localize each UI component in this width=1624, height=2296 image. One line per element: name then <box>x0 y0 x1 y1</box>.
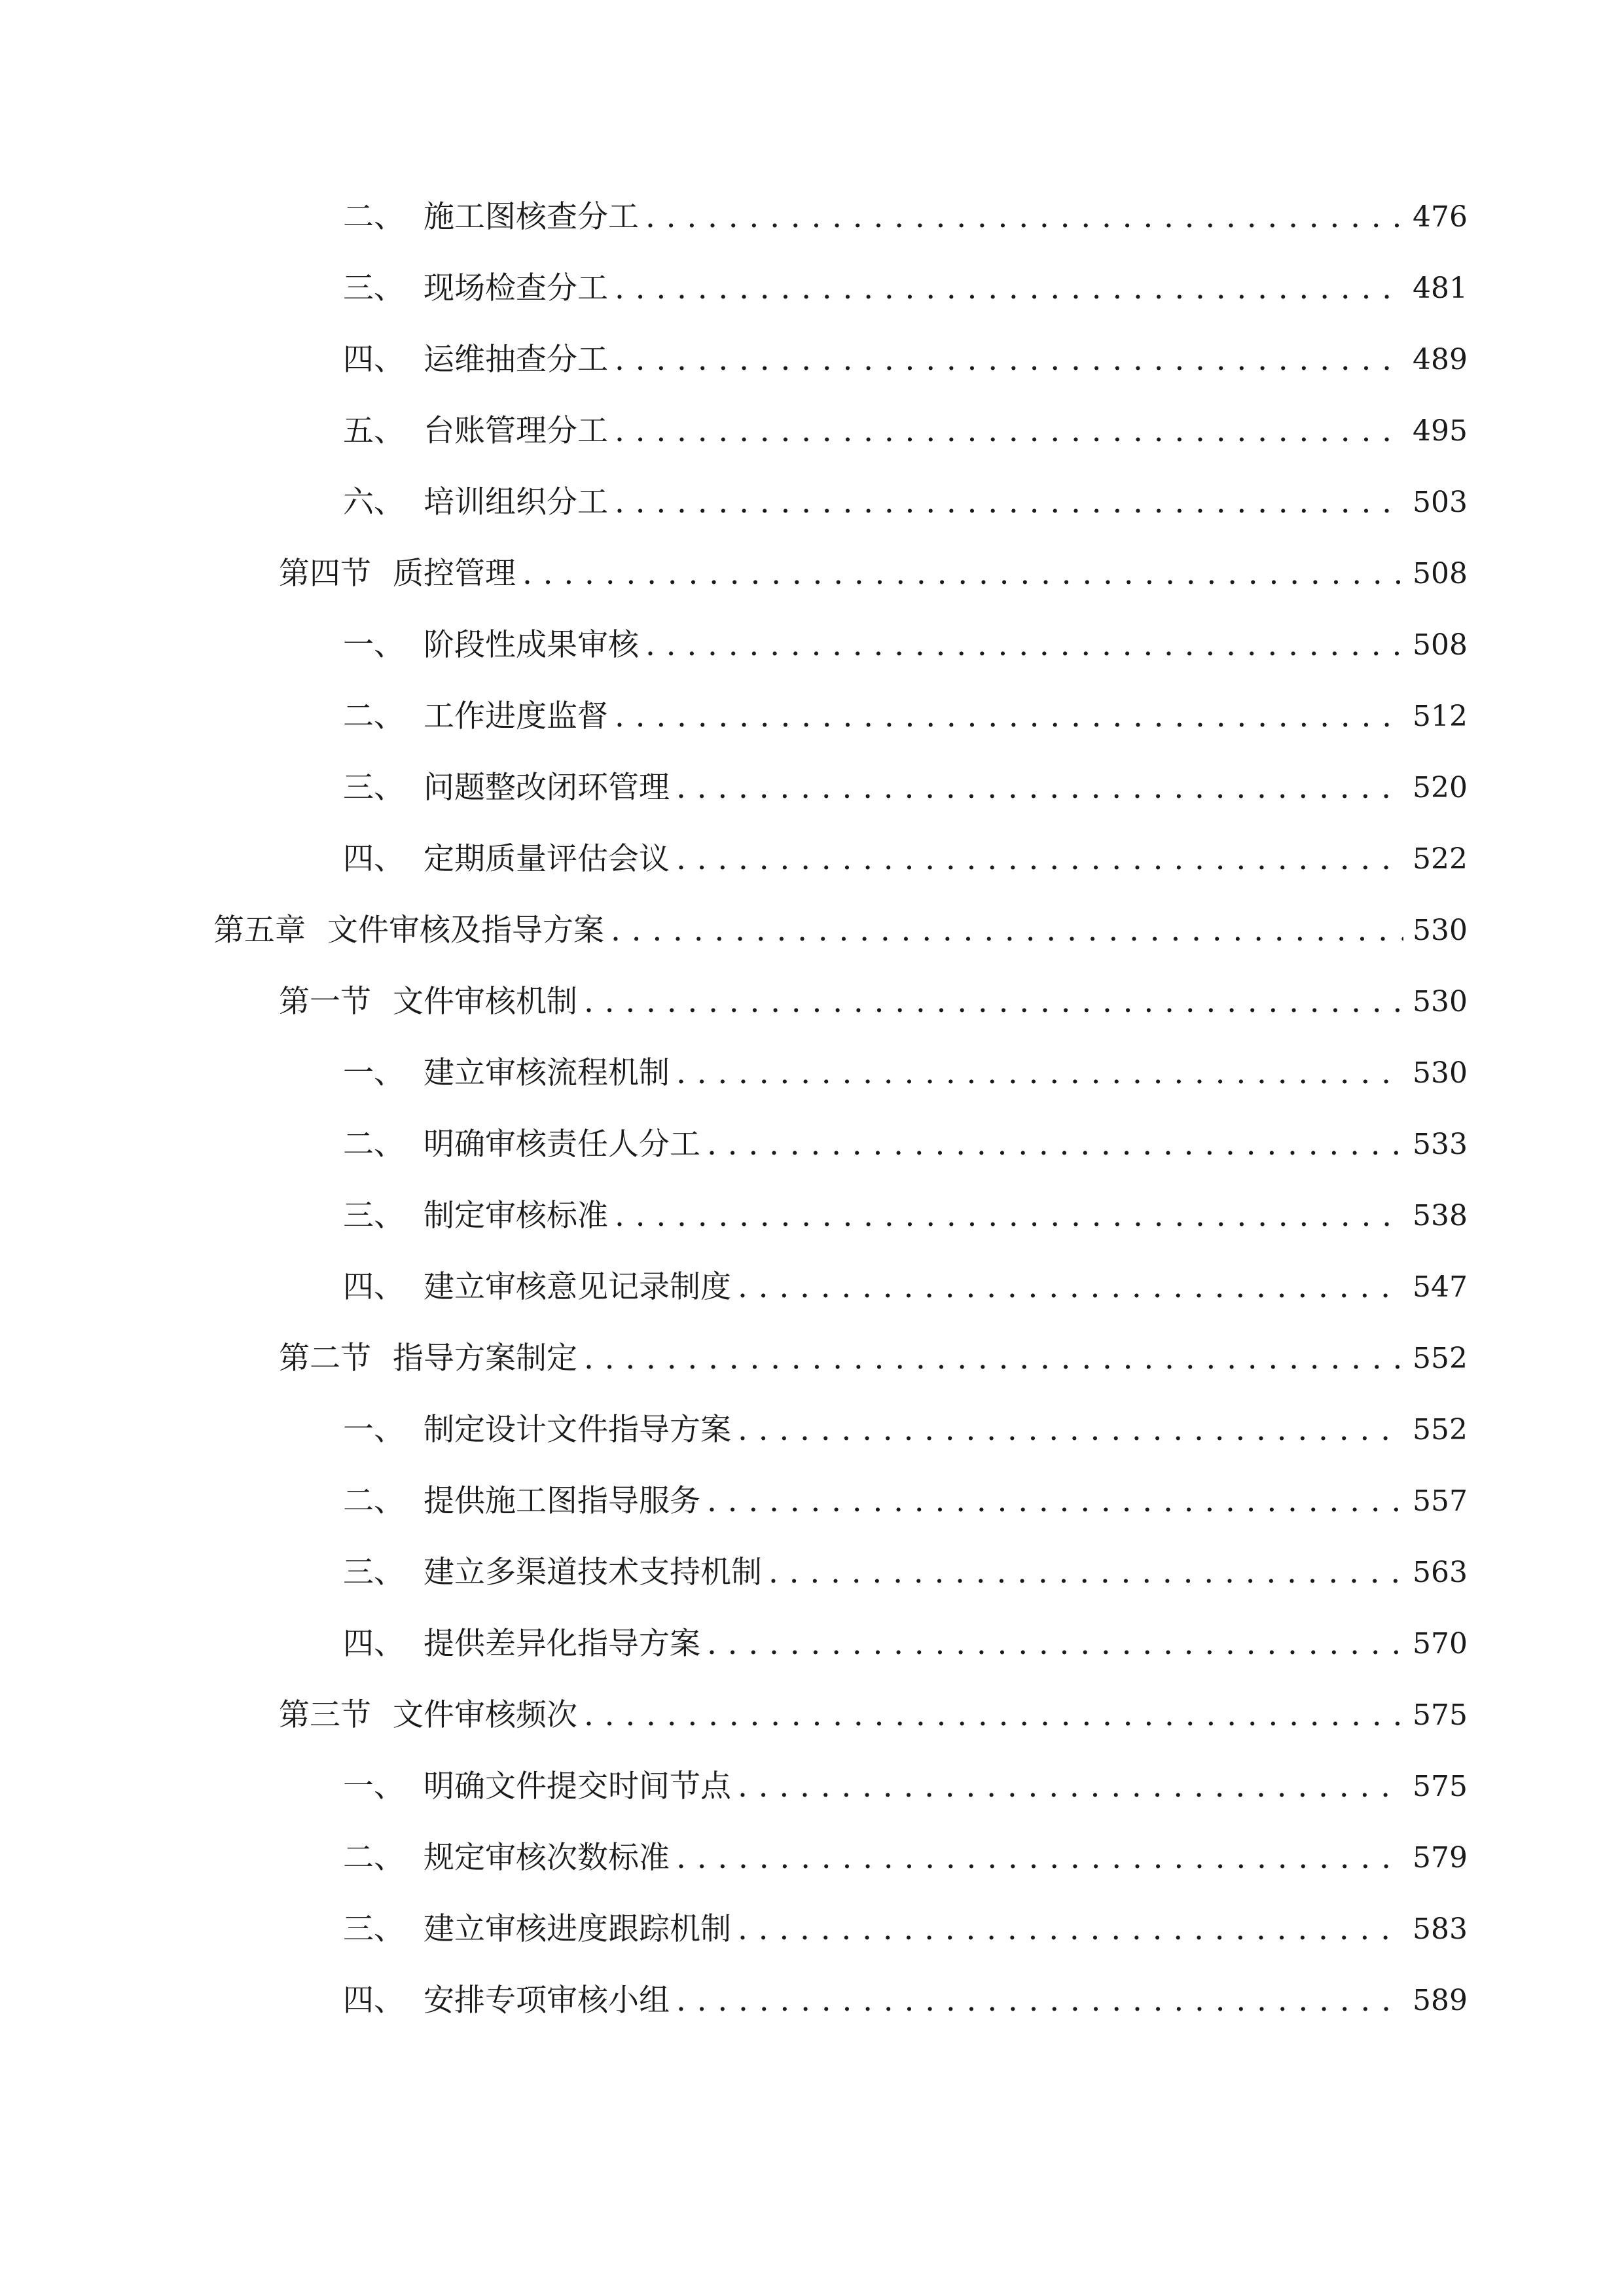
toc-entry-page-number: 552 <box>1413 1342 1468 1375</box>
dot-leader <box>676 1047 1403 1100</box>
toc-entry-title: 提供施工图指导服务 <box>424 1483 700 1519</box>
toc-entry-title: 建立审核流程机制 <box>424 1055 670 1091</box>
dot-leader <box>738 1761 1403 1813</box>
toc-entry-number: 一、 <box>343 1412 405 1448</box>
toc-entry-page-number: 557 <box>1413 1484 1468 1518</box>
toc-entry[interactable] <box>343 1547 1468 1599</box>
dot-leader <box>611 905 1403 957</box>
toc-section-entry[interactable] <box>279 548 1468 600</box>
toc-entry-number: 一、 <box>343 627 405 663</box>
toc-entry-page-number: 512 <box>1413 700 1468 733</box>
toc-entry-number: 一、 <box>343 1768 405 1804</box>
toc-entry[interactable] <box>343 833 1468 886</box>
toc-entry-page-number: 520 <box>1413 771 1468 804</box>
toc-entry-page-number: 552 <box>1413 1413 1468 1446</box>
toc-entry-page-number: 570 <box>1413 1627 1468 1660</box>
dot-leader <box>738 1261 1403 1314</box>
toc-entry-number: 第五章 <box>213 912 306 948</box>
toc-entry-page-number: 489 <box>1413 343 1468 376</box>
toc-entry-page-number: 476 <box>1413 200 1468 234</box>
toc-entry-title: 制定设计文件指导方案 <box>424 1412 731 1448</box>
toc-entry-title: 建立审核进度跟踪机制 <box>424 1911 731 1947</box>
toc-entry[interactable] <box>343 1190 1468 1242</box>
toc-entry-number: 一、 <box>343 1055 405 1091</box>
toc-entry-page-number: 583 <box>1413 1912 1468 1946</box>
toc-entry-number: 四、 <box>343 841 405 877</box>
toc-entry-title: 安排专项审核小组 <box>424 1982 670 2018</box>
toc-entry-title: 培训组织分工 <box>424 484 608 520</box>
toc-entry-number: 三、 <box>343 770 405 806</box>
toc-entry-title: 定期质量评估会议 <box>424 841 670 877</box>
toc-entry[interactable] <box>343 762 1468 814</box>
dot-leader <box>584 976 1403 1028</box>
dot-leader <box>584 1333 1403 1385</box>
toc-entry-number: 二、 <box>343 199 405 235</box>
toc-entry-number: 三、 <box>343 1911 405 1947</box>
toc-entry-number: 二、 <box>343 1126 405 1162</box>
toc-entry-title: 台账管理分工 <box>424 413 608 449</box>
toc-entry-number: 五、 <box>343 413 405 449</box>
toc-entry-title: 文件审核及指导方案 <box>327 912 604 948</box>
toc-entry-page-number: 508 <box>1413 557 1468 590</box>
toc-entry-title: 问题整改闭环管理 <box>424 770 670 806</box>
toc-entry-number: 四、 <box>343 1269 405 1305</box>
toc-entry-title: 建立审核意见记录制度 <box>424 1269 731 1305</box>
toc-entry-page-number: 538 <box>1413 1199 1468 1232</box>
toc-entry-number: 四、 <box>343 1982 405 2018</box>
toc-entry[interactable] <box>343 1761 1468 1813</box>
dot-leader <box>615 405 1403 457</box>
toc-entry-title: 制定审核标准 <box>424 1198 608 1234</box>
toc-entry-title: 明确审核责任人分工 <box>424 1126 700 1162</box>
toc-entry[interactable] <box>343 1404 1468 1456</box>
toc-entry-page-number: 503 <box>1413 486 1468 519</box>
dot-leader <box>676 1832 1403 1884</box>
toc-entry-title: 明确文件提交时间节点 <box>424 1768 731 1804</box>
dot-leader <box>615 262 1403 315</box>
toc-entry-title: 运维抽查分工 <box>424 342 608 378</box>
toc-entry[interactable] <box>343 1475 1468 1528</box>
dot-leader <box>707 1119 1403 1171</box>
toc-entry[interactable] <box>343 1261 1468 1314</box>
toc-entry-number: 二、 <box>343 698 405 734</box>
toc-entry-number: 二、 <box>343 1483 405 1519</box>
toc-entry-title: 阶段性成果审核 <box>424 627 639 663</box>
dot-leader <box>645 191 1403 243</box>
toc-entry[interactable] <box>343 262 1468 315</box>
dot-leader <box>707 1618 1403 1670</box>
toc-entry-title: 指导方案制定 <box>393 1340 577 1376</box>
toc-entry-page-number: 575 <box>1413 1770 1468 1803</box>
toc-entry-title: 现场检查分工 <box>424 270 608 306</box>
toc-entry[interactable] <box>343 191 1468 243</box>
toc-entry-number: 第四节 <box>279 556 371 592</box>
toc-entry-title: 质控管理 <box>393 556 516 592</box>
toc-entry-page-number: 508 <box>1413 628 1468 662</box>
dot-leader <box>676 762 1403 814</box>
toc-entry[interactable] <box>343 405 1468 457</box>
toc-entry-number: 第一节 <box>279 984 371 1020</box>
toc-entry[interactable] <box>343 1618 1468 1670</box>
dot-leader <box>707 1475 1403 1528</box>
toc-entry-title: 工作进度监督 <box>424 698 608 734</box>
toc-entry-page-number: 579 <box>1413 1841 1468 1874</box>
toc-entry-number: 第三节 <box>279 1697 371 1733</box>
toc-entry-title: 建立多渠道技术支持机制 <box>424 1554 762 1590</box>
toc-entry-page-number: 522 <box>1413 842 1468 876</box>
toc-entry[interactable] <box>343 1903 1468 1956</box>
toc-entry-number: 六、 <box>343 484 405 520</box>
toc-entry-page-number: 530 <box>1413 914 1468 947</box>
toc-entry[interactable] <box>343 334 1468 386</box>
dot-leader <box>676 1975 1403 2027</box>
dot-leader <box>615 1190 1403 1242</box>
toc-entry-title: 文件审核频次 <box>393 1697 577 1733</box>
toc-entry-page-number: 495 <box>1413 414 1468 448</box>
dot-leader <box>768 1547 1403 1599</box>
toc-section-entry[interactable] <box>279 1689 1468 1742</box>
toc-section-entry[interactable] <box>279 1333 1468 1385</box>
toc-entry-number: 四、 <box>343 342 405 378</box>
toc-entry[interactable] <box>343 1975 1468 2027</box>
toc-entry[interactable] <box>343 476 1468 529</box>
toc-entry[interactable] <box>343 691 1468 743</box>
toc-entry[interactable] <box>343 619 1468 672</box>
toc-entry-number: 二、 <box>343 1840 405 1876</box>
dot-leader <box>584 1689 1403 1742</box>
toc-entry[interactable] <box>343 1832 1468 1884</box>
dot-leader <box>522 548 1403 600</box>
dot-leader <box>645 619 1403 672</box>
toc-entry-title: 规定审核次数标准 <box>424 1840 670 1876</box>
dot-leader <box>738 1903 1403 1956</box>
toc-entry[interactable] <box>343 1119 1468 1171</box>
toc-entry-page-number: 547 <box>1413 1270 1468 1304</box>
toc-entry-page-number: 589 <box>1413 1984 1468 2017</box>
toc-entry-title: 施工图核查分工 <box>424 199 639 235</box>
dot-leader <box>615 334 1403 386</box>
dot-leader <box>615 476 1403 529</box>
toc-entry-page-number: 530 <box>1413 1056 1468 1090</box>
toc-entry-page-number: 533 <box>1413 1128 1468 1161</box>
toc-entry-number: 三、 <box>343 1198 405 1234</box>
toc-entry-page-number: 575 <box>1413 1698 1468 1732</box>
toc-entry-number: 三、 <box>343 270 405 306</box>
toc-entry-number: 第二节 <box>279 1340 371 1376</box>
toc-entry-title: 文件审核机制 <box>393 984 577 1020</box>
toc-chapter-entry[interactable] <box>213 905 1468 957</box>
dot-leader <box>738 1404 1403 1456</box>
toc-entry-number: 四、 <box>343 1626 405 1662</box>
dot-leader <box>676 833 1403 886</box>
toc-entry-page-number: 481 <box>1413 272 1468 305</box>
toc-entry-title: 提供差异化指导方案 <box>424 1626 700 1662</box>
toc-entry-number: 三、 <box>343 1554 405 1590</box>
toc-entry[interactable] <box>343 1047 1468 1100</box>
toc-section-entry[interactable] <box>279 976 1468 1028</box>
toc-entry-page-number: 530 <box>1413 985 1468 1018</box>
dot-leader <box>615 691 1403 743</box>
toc-entry-page-number: 563 <box>1413 1556 1468 1589</box>
